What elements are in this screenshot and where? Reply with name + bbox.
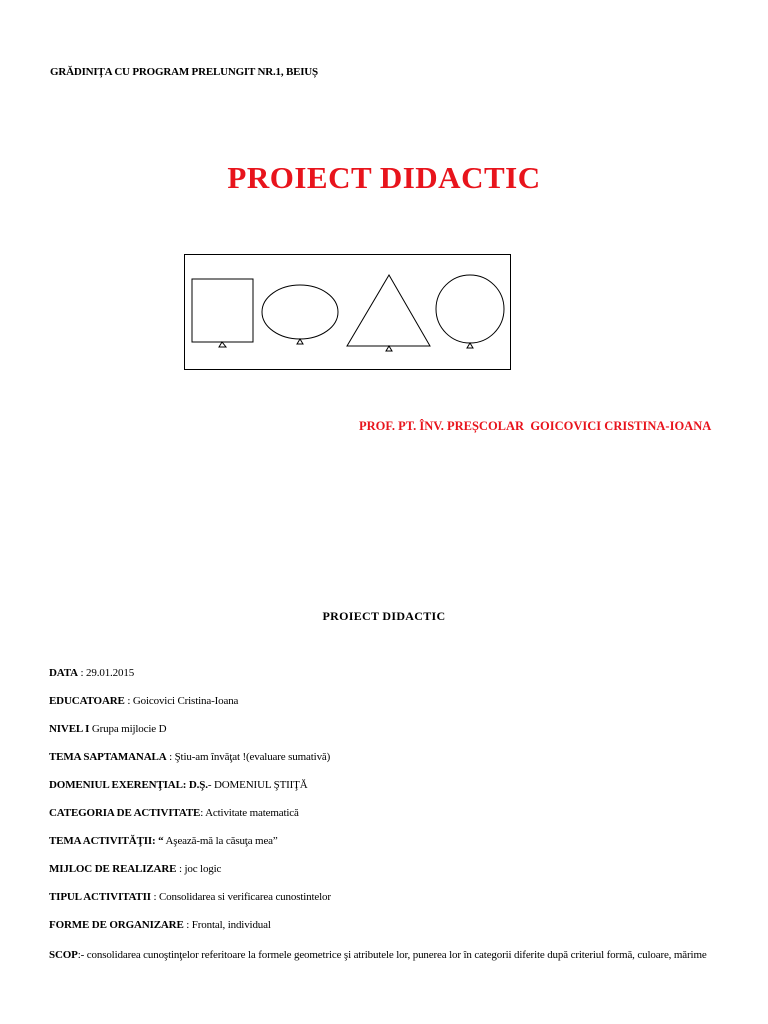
field-value: joc logic — [184, 863, 222, 875]
field-value: DOMENIUL ŞTIIŢĂ — [213, 779, 308, 791]
field-separator: : — [77, 667, 87, 679]
field-categoria — [49, 807, 299, 819]
field-label: TEMA ACTIVITĂŢII: “ — [49, 835, 164, 847]
page-title: PROIECT DIDACTIC — [227, 160, 541, 195]
field-mijloc — [49, 863, 221, 875]
field-value: Consolidarea si verificarea cunostintelor — [159, 891, 331, 903]
field-label: SCOP — [49, 949, 78, 961]
field-value: Goicovici Cristina-Ioana — [132, 695, 239, 707]
field-tema-saptamanala — [49, 751, 330, 763]
field-separator: : — [150, 891, 159, 903]
field-separator: : — [166, 751, 175, 763]
square-balloon — [192, 279, 253, 347]
field-label: EDUCATOARE — [49, 695, 125, 707]
field-separator: : — [183, 919, 192, 931]
field-forme — [49, 919, 271, 931]
school-name: GRĂDINIȚA CU PROGRAM PRELUNGIT NR.1, BEIUȘ — [50, 66, 318, 78]
field-label: NIVEL I — [49, 723, 90, 735]
field-educatoare — [49, 695, 238, 707]
field-nivel — [49, 723, 166, 735]
shapes-illustration — [184, 254, 511, 370]
field-label: CATEGORIA DE ACTIVITATE — [49, 807, 201, 819]
field-label: MIJLOC DE REALIZARE — [49, 863, 177, 875]
field-tema-activitatii — [49, 835, 278, 847]
circle-balloon — [436, 275, 504, 348]
author-line: PROF. PT. ÎNV. PREȘCOLAR GOICOVICI CRISTINA-IOANA — [359, 419, 712, 433]
field-separator: : — [176, 863, 185, 875]
field-scop — [49, 947, 719, 964]
field-data — [49, 667, 134, 679]
field-value: Frontal, individual — [191, 919, 271, 931]
ellipse-balloon — [262, 285, 338, 344]
field-separator: - — [207, 779, 214, 791]
document-subtitle: PROIECT DIDACTIC — [322, 609, 446, 623]
field-value: Grupa mijlocie D — [91, 723, 167, 735]
field-label: TIPUL ACTIVITATII — [49, 891, 151, 903]
field-label: DOMENIUL EXERENŢIAL: D.Ş. — [49, 779, 208, 791]
triangle-balloon — [347, 275, 430, 351]
field-separator: : — [124, 695, 133, 707]
field-label: DATA — [49, 667, 78, 679]
field-label: FORME DE ORGANIZARE — [49, 919, 184, 931]
field-value: Aşează-mă la căsuţa mea” — [165, 835, 278, 847]
field-separator: : — [200, 807, 206, 819]
field-domeniul — [49, 779, 308, 791]
field-label: TEMA SAPTAMANALA — [49, 751, 167, 763]
field-tipul — [49, 891, 331, 903]
field-value: Activitate matematică — [205, 807, 299, 819]
field-value: :- consolidarea cunoştinţelor referitoare la formele geometrice şi atributele lor, punerea lor în categorii diferite după criteriul formă, culoare, mărime — [77, 949, 707, 961]
field-value: Ştiu-am învăţat !(evaluare sumativă) — [174, 751, 331, 763]
field-value: 29.01.2015 — [86, 667, 135, 679]
